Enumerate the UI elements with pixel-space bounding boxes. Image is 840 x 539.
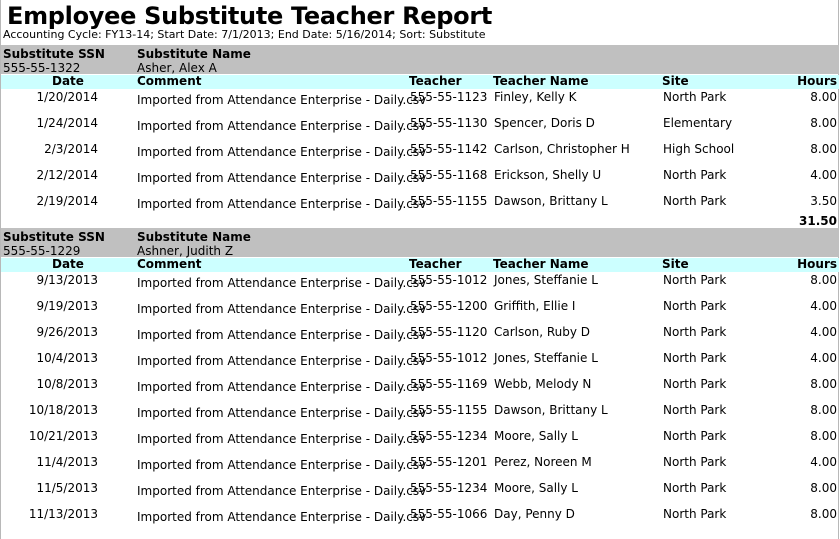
site-cell: North Park — [663, 429, 727, 443]
substitute-group-header — [1, 45, 839, 74]
date-cell: 11/13/2013 — [28, 507, 98, 521]
teacher-name-column-header: Teacher Name — [493, 257, 589, 271]
column-header-row — [1, 75, 839, 89]
date-cell: 10/21/2013 — [28, 429, 98, 443]
hours-cell: 8.00 — [810, 507, 837, 521]
teacher-ssn-cell: 555-55-1120 — [410, 325, 488, 339]
site-column-header: Site — [662, 257, 689, 271]
teacher-name-cell: Day, Penny D — [494, 507, 575, 521]
comment-cell: Imported from Attendance Enterprise - Daily.csv — [137, 197, 427, 211]
date-cell: 11/4/2013 — [36, 455, 98, 469]
hours-cell: 8.00 — [810, 377, 837, 391]
hours-cell: 8.00 — [810, 403, 837, 417]
hours-cell: 4.00 — [810, 299, 837, 313]
comment-cell: Imported from Attendance Enterprise - Daily.csv — [137, 276, 427, 290]
comment-cell: Imported from Attendance Enterprise - Daily.csv — [137, 432, 427, 446]
name-label: Substitute Name — [137, 47, 251, 61]
hours-cell: 3.50 — [810, 194, 837, 208]
hours-column-header: Hours — [797, 74, 837, 88]
date-cell: 11/5/2013 — [36, 481, 98, 495]
teacher-name-cell: Dawson, Brittany L — [494, 194, 608, 208]
date-column-header: Date — [52, 257, 84, 271]
site-cell: North Park — [663, 194, 727, 208]
hours-cell: 8.00 — [810, 116, 837, 130]
table-row — [1, 272, 839, 298]
site-cell: North Park — [663, 299, 727, 313]
teacher-ssn-cell: 555-55-1169 — [410, 377, 488, 391]
ssn-label: Substitute SSN — [3, 47, 105, 61]
hours-cell: 8.00 — [810, 481, 837, 495]
teacher-ssn-cell: 555-55-1201 — [410, 455, 488, 469]
table-row — [1, 454, 839, 480]
teacher-name-cell: Spencer, Doris D — [494, 116, 595, 130]
hours-cell: 8.00 — [810, 142, 837, 156]
substitute-ssn: 555-55-1229 — [3, 244, 81, 258]
teacher-ssn-cell: 555-55-1066 — [410, 507, 488, 521]
comment-column-header: Comment — [137, 74, 202, 88]
table-row — [1, 402, 839, 428]
name-label: Substitute Name — [137, 230, 251, 244]
comment-cell: Imported from Attendance Enterprise - Daily.csv — [137, 145, 427, 159]
table-row — [1, 350, 839, 376]
hours-cell: 4.00 — [810, 325, 837, 339]
site-cell: North Park — [663, 168, 727, 182]
date-cell: 2/19/2014 — [36, 194, 98, 208]
teacher-name-cell: Carlson, Ruby D — [494, 325, 591, 339]
substitute-ssn: 555-55-1322 — [3, 61, 81, 75]
comment-cell: Imported from Attendance Enterprise - Daily.csv — [137, 328, 427, 342]
hours-cell: 8.00 — [810, 273, 837, 287]
hours-cell: 8.00 — [810, 90, 837, 104]
date-cell: 10/8/2013 — [36, 377, 98, 391]
comment-cell: Imported from Attendance Enterprise - Daily.csv — [137, 510, 427, 524]
comment-cell: Imported from Attendance Enterprise - Daily.csv — [137, 302, 427, 316]
hours-cell: 4.00 — [810, 168, 837, 182]
table-row — [1, 115, 839, 141]
date-cell: 2/3/2014 — [44, 142, 98, 156]
teacher-ssn-cell: 555-55-1234 — [410, 429, 488, 443]
teacher-ssn-cell: 555-55-1012 — [410, 273, 488, 287]
comment-cell: Imported from Attendance Enterprise - Daily.csv — [137, 119, 427, 133]
date-column-header: Date — [52, 74, 84, 88]
date-cell: 9/26/2013 — [36, 325, 98, 339]
table-row — [1, 89, 839, 115]
date-cell: 1/20/2014 — [36, 90, 98, 104]
date-cell: 10/18/2013 — [28, 403, 98, 417]
teacher-column-header: Teacher — [409, 257, 462, 271]
table-row — [1, 506, 839, 532]
teacher-ssn-cell: 555-55-1155 — [410, 194, 488, 208]
date-cell: 2/12/2014 — [36, 168, 98, 182]
site-cell: High School — [663, 142, 735, 156]
teacher-ssn-cell: 555-55-1200 — [410, 299, 488, 313]
site-cell: North Park — [663, 351, 727, 365]
date-cell: 1/24/2014 — [36, 116, 98, 130]
report-parameters: Accounting Cycle: FY13-14; Start Date: 7/1/2013; End Date: 5/16/2014; Sort: Substitute — [3, 28, 486, 41]
teacher-ssn-cell: 555-55-1130 — [410, 116, 488, 130]
table-row — [1, 428, 839, 454]
column-header-row — [1, 258, 839, 272]
table-row — [1, 324, 839, 350]
comment-cell: Imported from Attendance Enterprise - Daily.csv — [137, 171, 427, 185]
teacher-name-cell: Webb, Melody N — [494, 377, 592, 391]
site-cell: North Park — [663, 481, 727, 495]
teacher-name-cell: Jones, Steffanie L — [494, 351, 598, 365]
teacher-name-cell: Carlson, Christopher H — [494, 142, 630, 156]
date-cell: 10/4/2013 — [36, 351, 98, 365]
teacher-column-header: Teacher — [409, 74, 462, 88]
substitute-group-header — [1, 228, 839, 257]
ssn-label: Substitute SSN — [3, 230, 105, 244]
group-hours-total: 31.50 — [799, 214, 837, 228]
comment-cell: Imported from Attendance Enterprise - Daily.csv — [137, 406, 427, 420]
comment-cell: Imported from Attendance Enterprise - Daily.csv — [137, 380, 427, 394]
table-row — [1, 193, 839, 219]
hours-column-header: Hours — [797, 257, 837, 271]
date-cell: 9/13/2013 — [36, 273, 98, 287]
site-cell: North Park — [663, 273, 727, 287]
site-column-header: Site — [662, 74, 689, 88]
site-cell: Elementary — [663, 116, 733, 130]
comment-cell: Imported from Attendance Enterprise - Daily.csv — [137, 458, 427, 472]
table-row — [1, 480, 839, 506]
site-cell: North Park — [663, 377, 727, 391]
hours-cell: 4.00 — [810, 351, 837, 365]
table-row — [1, 141, 839, 167]
teacher-name-cell: Griffith, Ellie I — [494, 299, 576, 313]
teacher-ssn-cell: 555-55-1142 — [410, 142, 488, 156]
teacher-name-cell: Finley, Kelly K — [494, 90, 577, 104]
table-row — [1, 376, 839, 402]
teacher-name-cell: Moore, Sally L — [494, 429, 578, 443]
teacher-ssn-cell: 555-55-1155 — [410, 403, 488, 417]
site-cell: North Park — [663, 403, 727, 417]
teacher-ssn-cell: 555-55-1012 — [410, 351, 488, 365]
teacher-name-column-header: Teacher Name — [493, 74, 589, 88]
comment-column-header: Comment — [137, 257, 202, 271]
teacher-name-cell: Dawson, Brittany L — [494, 403, 608, 417]
comment-cell: Imported from Attendance Enterprise - Daily.csv — [137, 484, 427, 498]
comment-cell: Imported from Attendance Enterprise - Daily.csv — [137, 93, 427, 107]
teacher-name-cell: Erickson, Shelly U — [494, 168, 602, 182]
teacher-name-cell: Moore, Sally L — [494, 481, 578, 495]
teacher-name-cell: Perez, Noreen M — [494, 455, 592, 469]
table-row — [1, 298, 839, 324]
table-row — [1, 167, 839, 193]
site-cell: North Park — [663, 90, 727, 104]
report-title: Employee Substitute Teacher Report — [7, 2, 493, 30]
hours-cell: 8.00 — [810, 429, 837, 443]
substitute-name: Asher, Alex A — [137, 61, 217, 75]
comment-cell: Imported from Attendance Enterprise - Daily.csv — [137, 354, 427, 368]
substitute-name: Ashner, Judith Z — [137, 244, 234, 258]
site-cell: North Park — [663, 325, 727, 339]
teacher-name-cell: Jones, Steffanie L — [494, 273, 598, 287]
teacher-ssn-cell: 555-55-1123 — [410, 90, 488, 104]
teacher-ssn-cell: 555-55-1168 — [410, 168, 488, 182]
site-cell: North Park — [663, 455, 727, 469]
teacher-ssn-cell: 555-55-1234 — [410, 481, 488, 495]
site-cell: North Park — [663, 507, 727, 521]
hours-cell: 4.00 — [810, 455, 837, 469]
date-cell: 9/19/2013 — [36, 299, 98, 313]
